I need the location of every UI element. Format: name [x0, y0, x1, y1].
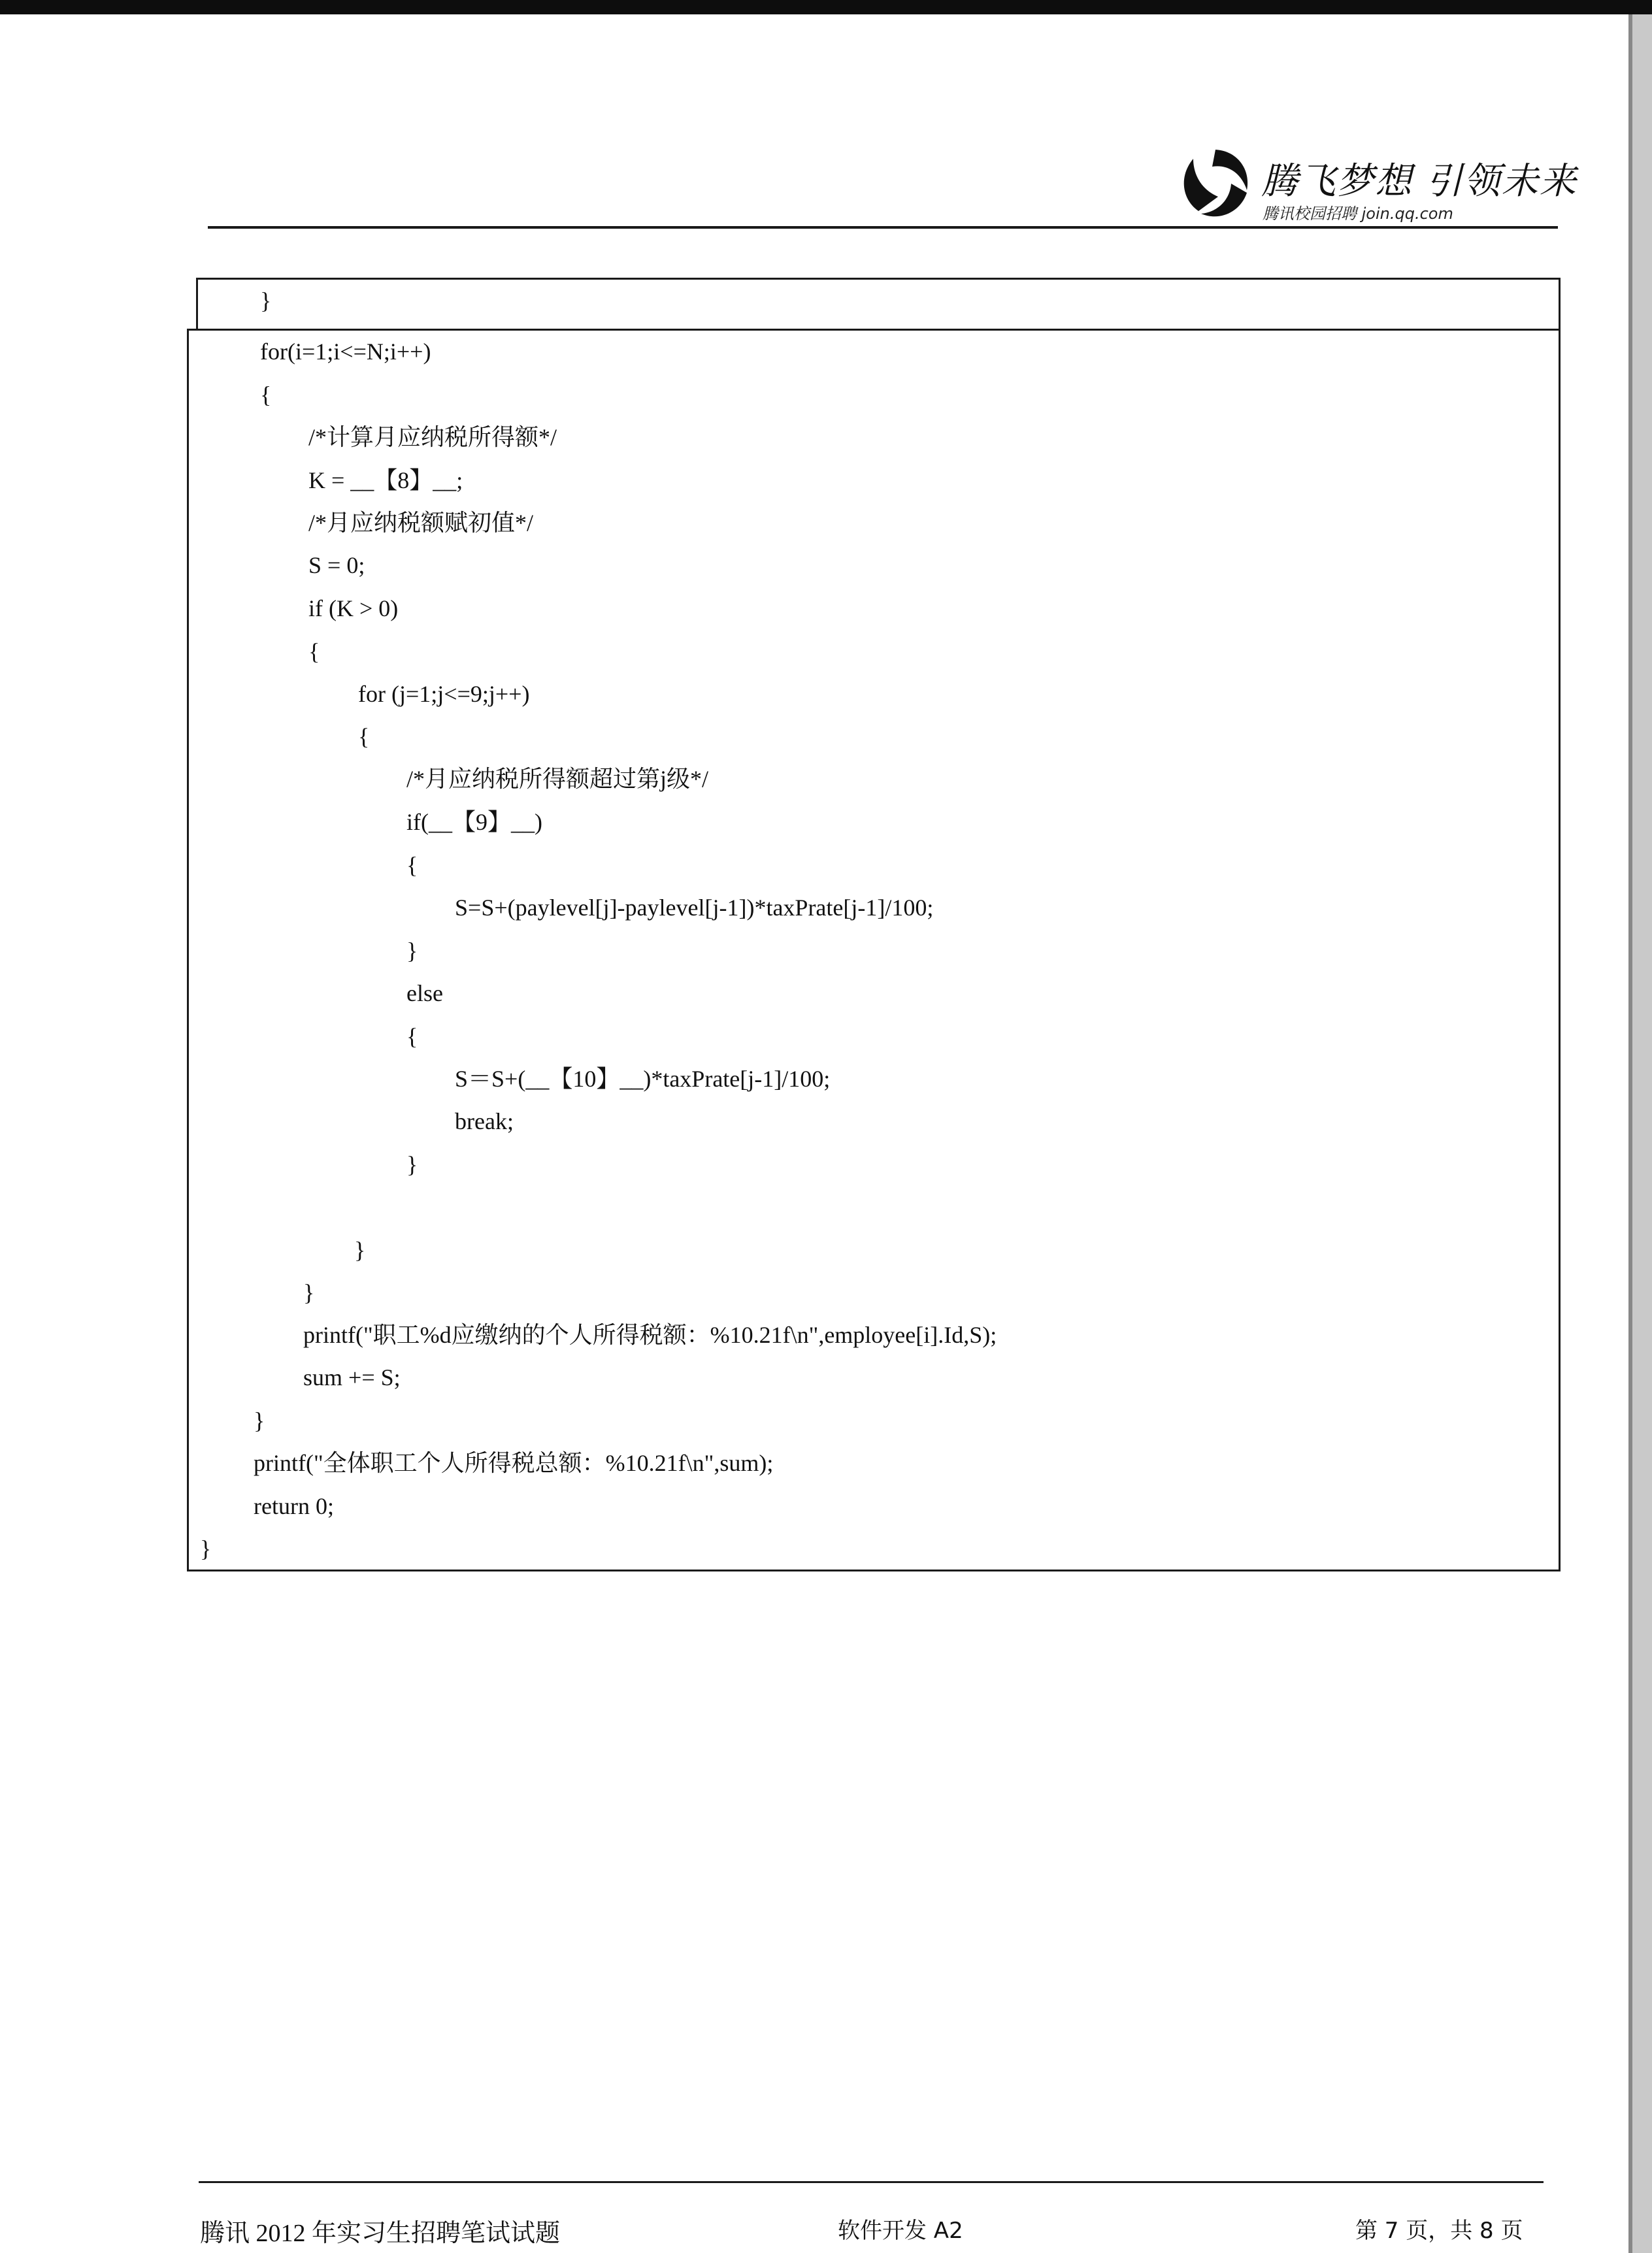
code-line: S = 0;	[308, 552, 365, 578]
header-rule	[208, 226, 1558, 229]
code-line: /*计算月应纳税所得额*/	[308, 424, 557, 450]
code-line: S=S+(paylevel[j]-paylevel[j-1])*taxPrate[j-1]/100;	[455, 895, 934, 921]
code-line: {	[358, 723, 370, 749]
tencent-logo	[1176, 140, 1578, 225]
code-line: }	[200, 1536, 212, 1562]
code-line: sum += S;	[303, 1364, 401, 1390]
code-line: {	[406, 852, 418, 878]
code-line: /*月应纳税所得额超过第j级*/	[406, 766, 709, 792]
code-line: printf("全体职工个人所得税总额：%10.21f\n",sum);	[254, 1450, 774, 1476]
footer-page-number: 第 7 页，共 8 页	[1355, 2218, 1523, 2244]
footer-exam-title: 腾讯 2012 年实习生招聘笔试试题	[200, 2220, 561, 2247]
code-line: }	[260, 288, 272, 314]
code-line: /*月应纳税额赋初值*/	[308, 510, 534, 536]
scan-edge-top	[0, 0, 1652, 14]
logo-subline: 腾讯校园招聘 join.qq.com	[1263, 205, 1453, 223]
code-line: }	[406, 1151, 418, 1177]
code-box-continuation	[196, 278, 1561, 329]
code-line: return 0;	[254, 1493, 334, 1519]
code-line: }	[406, 938, 418, 964]
code-line: S＝S+(__【10】__)*taxPrate[j-1]/100;	[455, 1066, 831, 1092]
code-line: for (j=1;j<=9;j++)	[358, 681, 530, 707]
code-line: }	[303, 1279, 315, 1306]
code-line: }	[254, 1407, 265, 1434]
tencent-swirl-icon	[1176, 144, 1255, 223]
code-line: else	[406, 980, 443, 1006]
code-line: {	[406, 1023, 418, 1049]
code-line: }	[354, 1237, 366, 1263]
footer-rule	[199, 2181, 1544, 2183]
code-line: K = __【8】__;	[308, 467, 463, 493]
logo-slogan: 腾飞梦想 引领未来	[1261, 160, 1578, 203]
footer-paper-name: 软件开发 A2	[838, 2218, 963, 2244]
code-line: break;	[455, 1108, 514, 1134]
code-line: for(i=1;i<=N;i++)	[260, 338, 431, 365]
code-line: if(__【9】__)	[406, 809, 542, 835]
code-line: {	[308, 638, 320, 665]
code-line: if (K > 0)	[308, 595, 399, 621]
scan-edge-right	[1632, 14, 1652, 2253]
code-line: printf("职工%d应缴纳的个人所得税额：%10.21f\n",employee[i].Id,S);	[303, 1322, 997, 1348]
code-line: {	[260, 382, 272, 408]
